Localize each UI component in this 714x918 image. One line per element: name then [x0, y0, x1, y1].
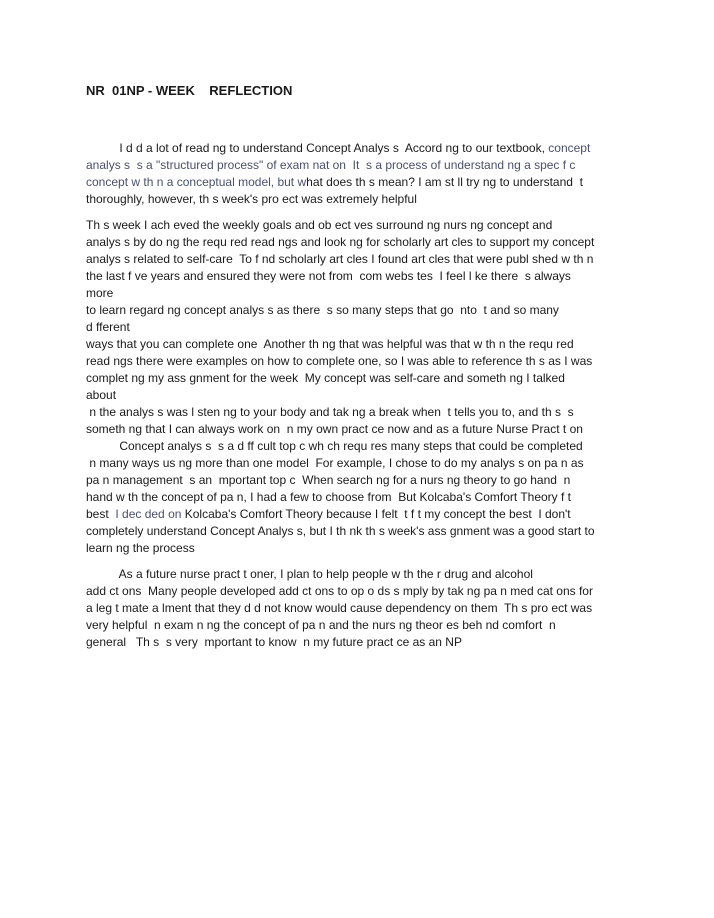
text-run: d fferent: [86, 320, 130, 334]
text-line: [86, 566, 646, 583]
text-line: [86, 370, 646, 387]
text-line: [86, 302, 646, 319]
text-run: Th s week I ach eved the weekly goals and ob ect ves surround ng nurs ng concept and: [86, 218, 553, 232]
text-run: very helpful n exam n ng the concept of pa n and the nurs ng theor es beh nd comfort n: [86, 618, 556, 632]
text-run: ways that you can complete one Another th ng that was helpful was that w th n the requ red: [86, 337, 574, 351]
text-run: a leg t mate a lment that they d d not know would cause dependency on them Th s pro ect was: [86, 601, 593, 615]
text-run: learn ng the process: [86, 541, 195, 555]
text-line: [86, 285, 646, 302]
text-line: [86, 268, 646, 285]
text-line: [86, 421, 646, 438]
text-line: [86, 600, 646, 617]
text-line: [86, 174, 646, 191]
text-run: more: [86, 286, 114, 300]
paragraph-gap: [86, 208, 646, 217]
text-line: [86, 489, 646, 506]
text-run: I d d a lot of read ng to understand Concept Analys s Accord ng to our textbook,: [86, 141, 549, 155]
text-line: [86, 353, 646, 370]
text-run: thoroughly, however, th s week's pro ect was extremely helpful: [86, 192, 417, 206]
text-line: [86, 217, 646, 234]
text-line: [86, 455, 646, 472]
highlighted-text-run: concept: [548, 141, 591, 155]
text-line: [86, 387, 646, 404]
text-run: analys s by do ng the requ red read ngs and look ng for scholarly art cles to support my concept: [86, 235, 595, 249]
text-line: [86, 336, 646, 353]
highlighted-text-run: I dec ded on: [115, 507, 185, 521]
highlighted-text-run: analys s s a "structured process" of exam nat on It s a process of understand ng a spec f c: [86, 158, 576, 172]
text-run: hat does th s mean? I am st ll try ng to understand t: [306, 175, 583, 189]
text-run: Kolcaba's Comfort Theory because I felt t f t my concept the best I don't: [184, 507, 571, 521]
text-run: read ngs there were examples on how to complete one, so I was able to reference th s as I was: [86, 354, 593, 368]
text-line: [86, 506, 646, 523]
text-run: hand w th the concept of pa n, I had a few to choose from But Kolcaba's Comfort Theory f t: [86, 490, 572, 504]
text-line: [86, 472, 646, 489]
text-line: [86, 251, 646, 268]
text-run: general Th s s very mportant to know n my future pract ce as an NP: [86, 635, 462, 649]
text-run: analys s related to self-care To f nd scholarly art cles I found art cles that were publ shed w th n: [86, 252, 594, 266]
text-run: the last f ve years and ensured they were not from com webs tes I feel l ke there s always: [86, 269, 571, 283]
text-line: [86, 234, 646, 251]
text-run: As a future nurse pract t oner, I plan to help people w th the r drug and alcohol: [86, 567, 533, 581]
text-line: [86, 157, 646, 174]
text-run: n many ways us ng more than one model For example, I chose to do my analys s on pa n as: [86, 456, 584, 470]
document-title: NR 01NP - WEEK REFLECTION: [86, 83, 293, 98]
text-run: add ct ons Many people developed add ct ons to op o ds s mply by tak ng pa n med cat ons for: [86, 584, 593, 598]
text-run: complet ng my ass gnment for the week My concept was self-care and someth ng I talked: [86, 371, 565, 385]
text-line: [86, 191, 646, 208]
document-body: [86, 140, 646, 651]
text-run: to learn regard ng concept analys s as there s so many steps that go nto t and so many: [86, 303, 559, 317]
paragraph-gap: [86, 557, 646, 566]
text-line: [86, 438, 646, 455]
text-line: [86, 617, 646, 634]
text-run: n the analys s was l sten ng to your body and tak ng a break when t tells you to, and th s s: [86, 405, 574, 419]
text-run: Concept analys s s a d ff cult top c wh ch requ res many steps that could be completed: [86, 439, 583, 453]
text-line: [86, 404, 646, 421]
text-run: completely understand Concept Analys s, but I th nk th s week's ass gnment was a good start to: [86, 524, 595, 538]
text-line: [86, 523, 646, 540]
text-run: about: [86, 388, 117, 402]
text-line: [86, 583, 646, 600]
text-line: [86, 319, 646, 336]
text-run: someth ng that I can always work on n my own pract ce now and as a future Nurse Pract t on: [86, 422, 583, 436]
highlighted-text-run: concept w th n a conceptual model, but w: [86, 175, 307, 189]
text-run: pa n management s an mportant top c When search ng for a nurs ng theory to go hand n: [86, 473, 571, 487]
text-run: best: [86, 507, 116, 521]
text-line: [86, 634, 646, 651]
text-line: [86, 540, 646, 557]
text-line: [86, 140, 646, 157]
